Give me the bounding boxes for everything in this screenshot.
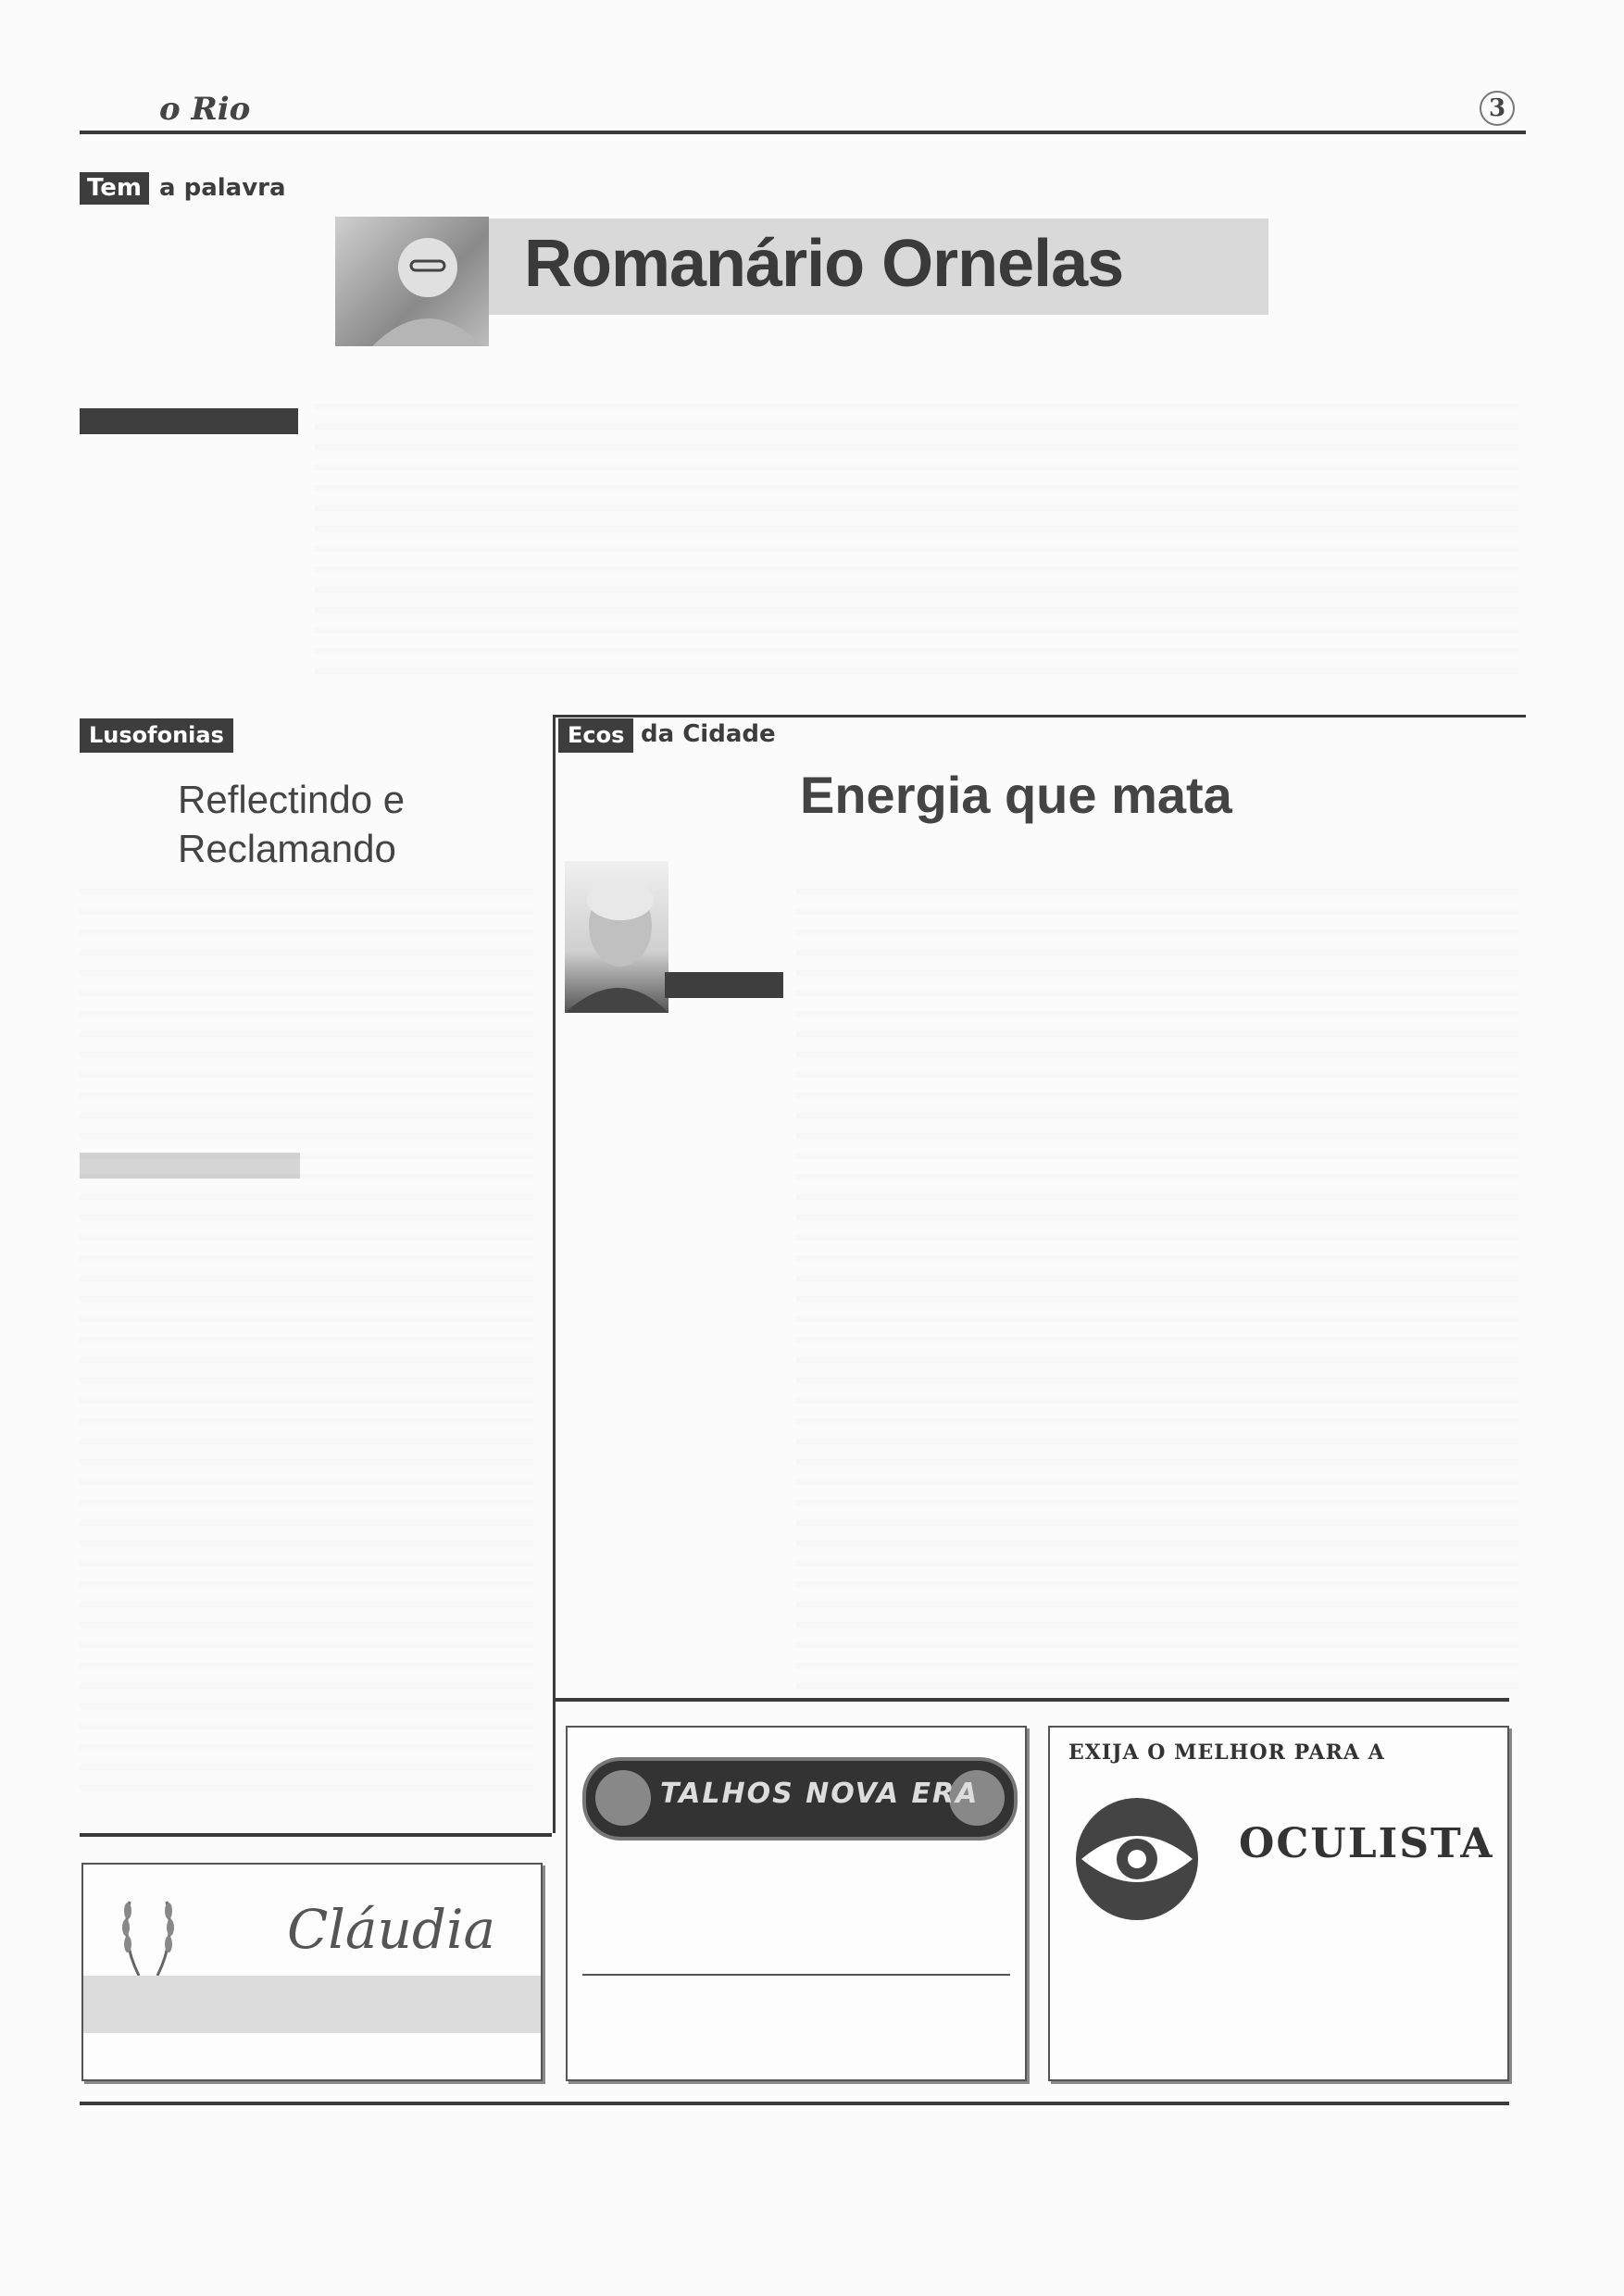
byline-bar-3 [665,972,783,998]
oculista-top-text: EXIJA O MELHOR PARA A [1068,1741,1385,1765]
ad-oculista[interactable] [1048,1726,1509,2081]
section-rule [556,715,1526,718]
faded-text-block-2 [80,889,533,1796]
ad-talhos[interactable] [566,1726,1027,2081]
faded-text-block-3 [796,889,1518,1703]
oculista-name: OCULISTA [1239,1820,1494,1867]
headline-romanario: Romanário Ornelas [524,227,1124,301]
header-rule [80,131,1526,134]
author-photo-romanario [335,217,489,346]
claudia-logo-text: Cláudia [287,1898,496,1961]
masthead-logo: o Rio [159,91,251,128]
headline-reflectindo-line2: Reclamando [178,826,396,870]
lusofonias-tag: Lusofonias [80,718,233,753]
claudia-gray-band [83,1976,541,2033]
headline-reflectindo [178,776,456,873]
ads-top-rule-left [80,1833,552,1837]
headline-reflectindo-line1: Reflectindo e [178,778,406,821]
ads-top-rule-right [556,1698,1509,1702]
faded-text-block-1 [315,404,1518,681]
ad-claudia[interactable] [81,1863,543,2081]
talhos-banner [582,1757,1018,1841]
byline-bar-1 [80,408,298,434]
page-number-badge [1480,91,1515,126]
talhos-name: TALHOS NOVA ERA [660,1778,980,1810]
talhos-divider [582,1974,1010,1976]
bottom-rule [80,2102,1509,2105]
tem-tag-suffix: a palavra [159,174,286,202]
portrait-placeholder-icon [335,217,489,346]
ecos-tag-suffix: da Cidade [641,720,776,748]
column-divider [553,715,556,1833]
cow-icon [595,1770,651,1826]
eye-logo-icon [1072,1794,1202,1924]
ecos-tag: Ecos [558,718,633,753]
portrait-placeholder-icon-2 [565,861,668,1013]
author-photo-ecos [565,861,668,1013]
tem-tag: Tem [80,172,149,205]
page-number: 3 [1488,94,1506,122]
headline-energia: Energia que mata [800,766,1232,824]
